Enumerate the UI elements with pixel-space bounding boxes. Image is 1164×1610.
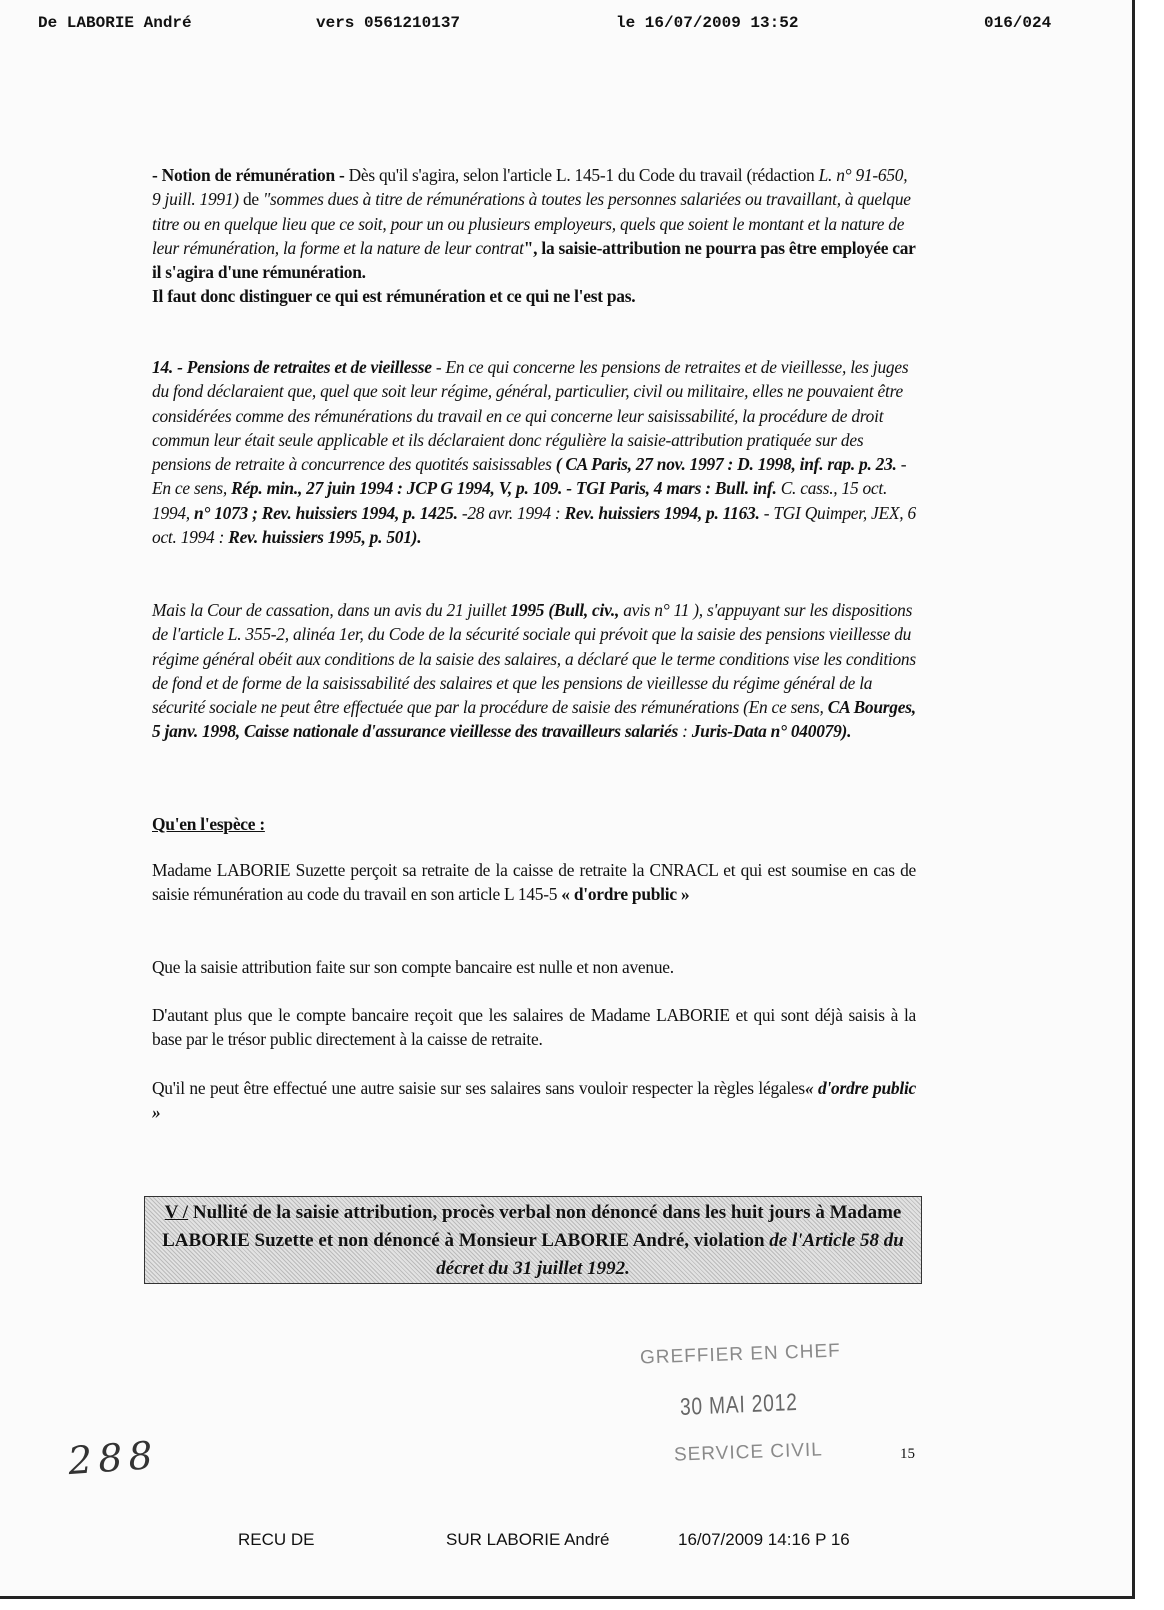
- run: - En ce sens,: [152, 454, 907, 499]
- run: -28 avr. 1994 :: [457, 502, 565, 523]
- paragraph-cour-cassation: [152, 598, 916, 744]
- run: C. cass., 15 oct. 1994,: [152, 478, 888, 523]
- run: n° 1073 ; Rev. huissiers 1994, p. 1425.: [193, 502, 458, 523]
- paragraph-pensions: [152, 355, 916, 549]
- run: 14. - Pensions de retraites et de vieillesse: [152, 357, 432, 377]
- run: avis n° 11 ), s'appuyant sur les dispositions de l'article L. 355-2, alinéa 1er, du Code de la sécurité sociale qui prévoit que la saisie des pensions vieillesse du régime général obéit aux conditions de la saisie des salaires, a déclaré que le terme conditions vise les conditions de fond et de forme de la saisissabilité des salaires et que les pensions de vieillesse du régime général de la sécurité sociale ne peut être effectuée que par la procédure de saisie des rémunérations (En ce sens,: [152, 600, 916, 718]
- section-v-title-box: [144, 1196, 922, 1284]
- section-number: V /: [164, 1202, 189, 1223]
- run: Il faut donc distinguer ce qui est rémunération et ce qui ne l'est pas.: [152, 286, 636, 307]
- paragraph-retraite: [152, 858, 916, 907]
- section-title: Nullité de la saisie attribution, procès verbal non dénoncé dans les huit jours à Madame LABORIE Suzette et non dénoncé à Monsieur LABORIE André, violation: [162, 1202, 902, 1251]
- fax-footer-from: SUR LABORIE André: [446, 1530, 610, 1549]
- run: - TGI Quimper, JEX, 6 oct. 1994 :: [152, 502, 916, 548]
- run: "sommes dues à titre de rémunérations à toutes les personnes salariées ou travaillant, à quelque titre ou en quelque lieu que ce soit, pour un ou plusieurs employeurs, quels que soient le montant et la nature de leur rémunération, la forme et la nature de leur contrat: [152, 189, 911, 258]
- section-reference: de l'Article 58 du décret du 31 juillet 1992.: [436, 1230, 904, 1279]
- run: Juris-Data n° 040079).: [691, 721, 852, 742]
- run: 1995 (Bull, civ.,: [510, 600, 620, 620]
- stamp-service: SERVICE CIVIL: [673, 1439, 824, 1466]
- handwritten-number: 288: [66, 1432, 160, 1484]
- paragraph-notion-remuneration: [152, 163, 916, 309]
- run: Rev. huissiers 1995, p. 501).: [228, 527, 422, 548]
- section-heading: Qu'en l'espèce :: [152, 814, 265, 834]
- run: Dès qu'il s'agira, selon l'article L. 145-1 du Code du travail (rédaction: [344, 165, 819, 185]
- run: de: [238, 189, 263, 210]
- page-number: 15: [900, 1446, 915, 1462]
- run: Qu'il ne peut être effectué une autre saisie sur ses salaires sans vouloir respecter la règles légales: [152, 1078, 805, 1098]
- run: - En ce qui concerne les pensions de retraites et de vieillesse, les juges du fond déclaraient que, quel que soit leur régime, général, particulier, civil ou militaire, elles ne pouvaient être considérées comme des rémunérations du travail en ce qui concerne leur saisissabilité, la procédure de droit commun leur était seule applicable et ils déclaraient donc régulière la saisie-attribution pratiquée sur des pensions de retraite à concurrence des quotités saisissables: [152, 357, 909, 475]
- run: « d'ordre public »: [152, 1078, 916, 1123]
- run: Rev. huissiers 1994, p. 1163.: [564, 502, 760, 523]
- run: - Notion de rémunération -: [152, 165, 345, 185]
- run: ", la saisie-attribution ne pourra pas être employée car il s'agira d'une rémunération.: [152, 237, 916, 283]
- fax-header-pages: 016/024: [984, 14, 1052, 32]
- run: Madame LABORIE Suzette perçoit sa retraite de la caisse de retraite la CNRACL et qui est soumise en cas de saisie rémunération au code du travail en son article L 145-5: [152, 860, 916, 905]
- paragraph-salaires: [152, 1076, 916, 1125]
- run: :: [677, 721, 692, 742]
- run: « d'ordre public »: [561, 884, 690, 905]
- run: Mais la Cour de cassation, dans un avis du 21 juillet: [152, 600, 511, 620]
- fax-header-to: vers 0561210137: [316, 14, 461, 32]
- fax-header-from: De LABORIE André: [38, 14, 192, 32]
- fax-footer-received: RECU DE: [238, 1530, 315, 1549]
- stamp-greffier: GREFFIER EN CHEF: [639, 1340, 842, 1369]
- run: L. n° 91-650, 9 juill. 1991): [152, 165, 908, 210]
- paragraph-compte: D'autant plus que le compte bancaire reçoit que les salaires de Madame LABORIE et qui sont déjà saisis à la base par le trésor public directement à la caisse de retraite.: [152, 1005, 916, 1050]
- fax-footer-date: 16/07/2009 14:16 P 16: [678, 1530, 850, 1549]
- run: ( CA Paris, 27 nov. 1997 : D. 1998, inf. rap. p. 23.: [555, 454, 897, 475]
- stamp-date: 30 MAI 2012: [679, 1388, 798, 1421]
- run: CA Bourges, 5 janv. 1998, Caisse nationale d'assurance vieillesse des travailleurs salariés: [152, 697, 916, 742]
- paragraph-nullite: Que la saisie attribution faite sur son compte bancaire est nulle et non avenue.: [152, 957, 674, 977]
- fax-header-date: le 16/07/2009 13:52: [616, 14, 799, 32]
- run: Rép. min., 27 juin 1994 : JCP G 1994, V, p. 109. - TGI Paris, 4 mars : Bull. inf.: [231, 478, 777, 499]
